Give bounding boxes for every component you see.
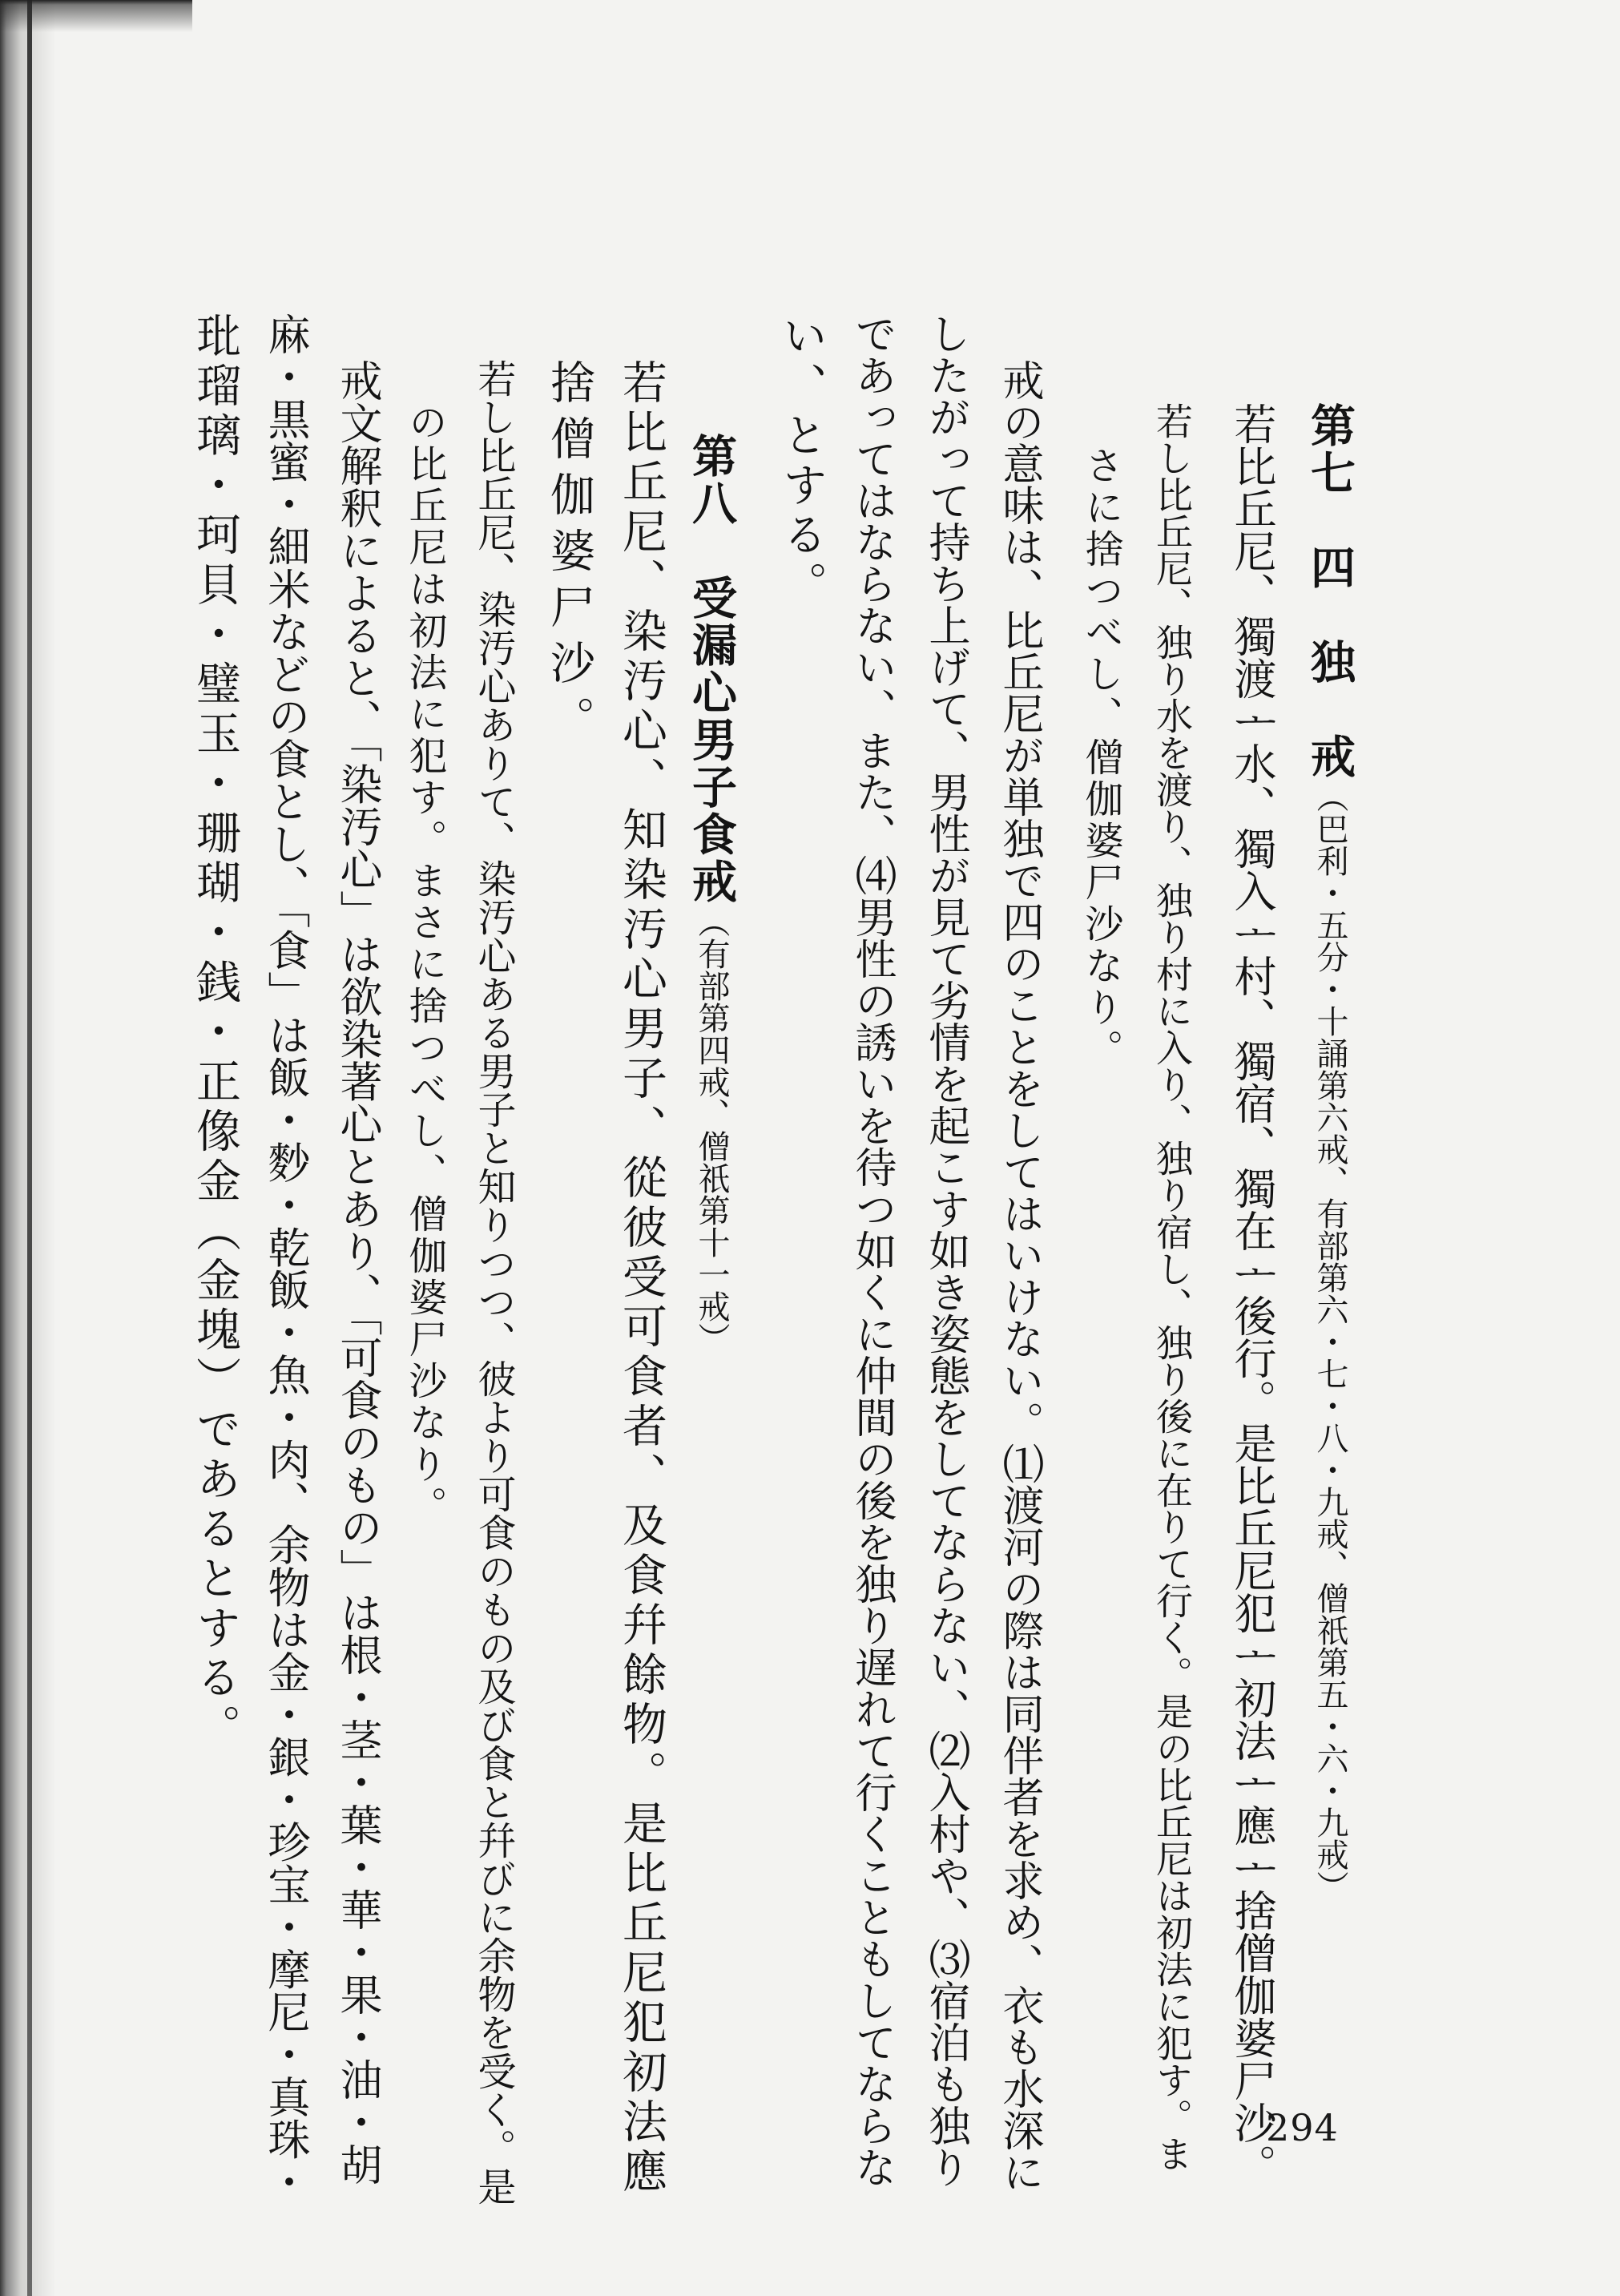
section7-precept-kanbun: 若比丘尼、獨渡ᅩ水、獨入ᅩ村、獨宿、獨在ᅩ後行。是比丘尼犯ᅩ初法ᅩ應ᅩ捨僧伽婆尸沙。 xyxy=(1227,402,1276,2186)
section7-explanation-line1: 戒の意味は、比丘尼が単独で四のことをしてはいけない。⑴渡河の際は同伴者を求め、衣も水深に xyxy=(995,359,1043,2193)
corner-smudge xyxy=(0,0,192,32)
section8-heading-label: 第八 受漏心男子食戒 xyxy=(685,433,738,906)
spine-line xyxy=(27,0,32,2296)
section8-precept-kanbun-line2: 捨僧伽婆尸沙。 xyxy=(543,359,595,752)
section8-heading xyxy=(685,433,738,1354)
section8-explanation-line3: 玭瑠璃・珂貝・璧玉・珊瑚・銭・正像金（金塊）であるとする。 xyxy=(189,313,241,1753)
section7-heading xyxy=(1304,402,1356,1903)
page-number: 294 xyxy=(1266,2106,1339,2149)
section7-translation-line1: 若し比丘尼、独り水を渡り、独り村に入り、独り宿し、独り後に在りて行く。是の比丘尼は初法に犯す。ま xyxy=(1151,402,1194,2172)
section7-heading-note: （巴利・五分・十誦第六戒、有部第六・七・八・九戒、僧祇第五・六・九戒） xyxy=(1312,781,1348,1903)
section8-translation-line2: の比丘尼は初法に犯す。まさに捨つべし、僧伽婆尸沙なり。 xyxy=(402,402,447,1527)
section8-precept-kanbun-line1: 若比丘尼、染汚心、知染汚心男子、從彼受可食者、及食幷餘物。是比丘尼犯初法應 xyxy=(615,359,667,2197)
section8-explanation-line2: 麻・黒蜜・細米などの食とし、「食」は飯・麨・乾飯・魚・肉、余物は金・銀・珍宝・摩尼・真珠・ xyxy=(261,313,310,2203)
section7-translation-line2: さに捨つべし、僧伽婆尸沙なり。 xyxy=(1078,446,1123,1071)
section7-explanation-line2: したがって持ち上げて、男性が見て劣情を起こす如き姿態をしてならない、⑵入村や、⑶宿泊も独り xyxy=(921,313,969,2188)
section7-heading-label: 第七 四 独 戒 xyxy=(1304,402,1356,781)
section8-translation-line1: 若し比丘尼、染汚心ありて、染汚心ある男子と知りつつ、彼より可食のもの及び食と幷びに余物を受く。是 xyxy=(471,359,516,2205)
section8-explanation-line1: 戒文解釈によると、「染汚心」は欲染著心とあり、「可食のもの」は根・茎・葉・華・果・油・胡 xyxy=(333,359,382,2185)
section7-explanation-line4: い、とする。 xyxy=(776,313,828,611)
section7-explanation-line3: であってはならない、また、⑷男性の誘いを待つ如くに仲間の後を独り遅れて行くこともしてならな xyxy=(848,313,896,2188)
section8-heading-note: （有部第四戒、僧祇第十一戒） xyxy=(693,906,730,1354)
